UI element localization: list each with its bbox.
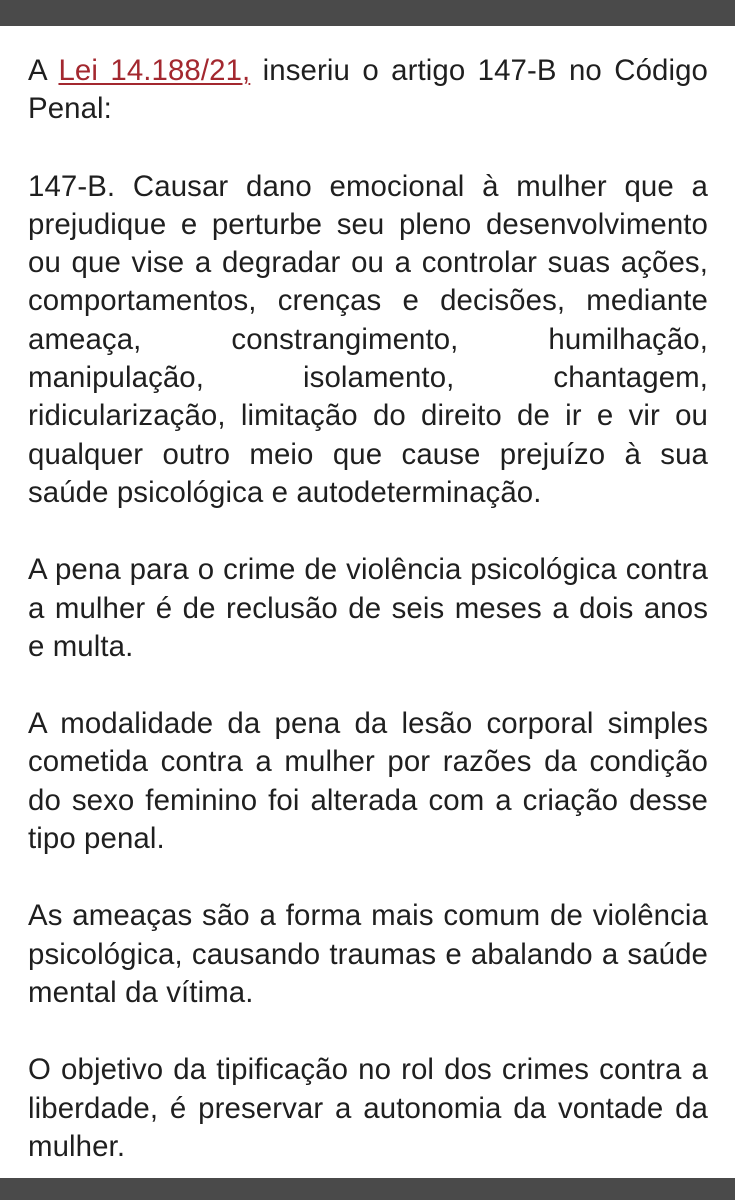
bottom-bar [0, 1178, 735, 1200]
article-147b-text: 147-B. Causar dano emocional à mulher que a prejudique e perturbe seu pleno desenvolvimento ou que vise a degradar ou a controlar suas ações, comportamentos, crenças e decisões, mediante ameaça, constrangimento, humilhação, manipulação, isolamento, chantagem, ridicularização, limitação do direito de ir e vir ou qualquer outro meio que cause prejuízo à sua saúde psicológica e autodeterminação. [28, 169, 708, 509]
law-link[interactable]: Lei 14.188/21, [58, 54, 251, 87]
intro-suffix: inseriu o artigo 147-B no Código Penal: [28, 54, 708, 126]
intro-paragraph [28, 52, 708, 129]
intro-prefix: A [28, 54, 59, 87]
penalty-paragraph: A pena para o crime de violência psicológica contra a mulher é de reclusão de seis meses a dois anos e multa. [28, 553, 708, 663]
modality-paragraph: A modalidade da pena da lesão corporal simples cometida contra a mulher por razões da condição do sexo feminino foi alterada com a criação desse tipo penal. [28, 707, 708, 856]
article-content [28, 52, 708, 1178]
threats-paragraph: As ameaças são a forma mais comum de violência psicológica, causando traumas e abalando a saúde mental da vítima. [28, 899, 708, 1009]
top-bar [0, 0, 735, 26]
objective-paragraph: O objetivo da tipificação no rol dos crimes contra a liberdade, é preservar a autonomia da vontade da mulher. [28, 1053, 708, 1163]
